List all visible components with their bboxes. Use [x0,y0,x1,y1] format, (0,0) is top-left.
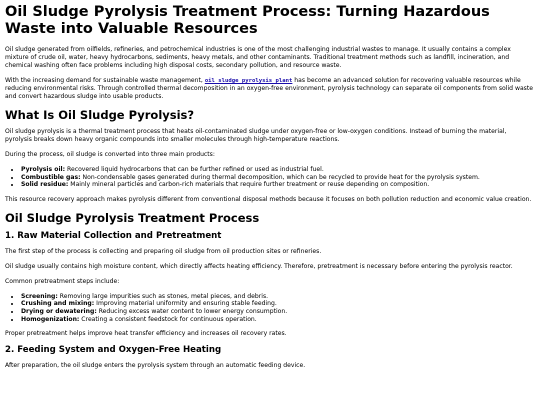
list-item-desc: Non-condensable gases generated during thermal decomposition, which can be recycled to provide heat for the pyrolysis system. [80,173,480,181]
list-item [21,316,535,324]
list-item-term: Pyrolysis oil: [21,166,66,173]
list-item-term: Crushing and mixing: [21,300,95,308]
list-item [21,308,535,316]
list-item-desc: Mainly mineral particles and carbon-rich materials that require further treatment or reuse depending on composition. [68,181,430,189]
list-item-term: Screening: [21,292,58,300]
list-item-desc: Recovered liquid hydrocarbons that can be further refined or used as industrial fuel. [65,166,324,173]
list-item [21,181,535,189]
step-paragraph: Proper pretreatment helps improve heat transfer efficiency and increases oil recovery rates. [5,330,287,338]
section-paragraph: This resource recovery approach makes pyrolysis different from conventional disposal methods because it focuses on both pollution reduction and economic value creation. [5,195,532,203]
intro-text-before: With the increasing demand for sustainable waste management, [5,77,205,84]
step-paragraph: The first step of the process is collecting and preparing oil sludge from oil production sites or refineries. [5,247,322,255]
list-item-desc: Improving material uniformity and ensuring stable feeding. [94,300,277,308]
oil-sludge-pyrolysis-plant-link[interactable]: oil sludge pyrolysis plant [204,78,293,84]
section-heading-what-is: What Is Oil Sludge Pyrolysis? [5,108,195,122]
list-item-desc: Creating a consistent feedstock for continuous operation. [79,315,257,323]
list-item-term: Homogenization: [21,315,80,323]
pretreatment-list [5,293,535,323]
page-title: Oil Sludge Pyrolysis Treatment Process: Turning Hazardous Waste into Valuable Resources [5,4,490,37]
step-paragraph: Common pretreatment steps include: [5,277,120,285]
list-item [21,166,535,174]
step-paragraph: After preparation, the oil sludge enters the pyrolysis system through an automatic feeding device. [5,362,306,370]
intro-text-after: has become an advanced solution for recovering valuable resources while reducing environmental risks. Through controlled thermal decomposition in an oxygen-free environment, pyrolysis technology can separate oil components from solid waste and convert hazardous sludge into usable products. [5,77,533,100]
section-paragraph: Oil sludge pyrolysis is a thermal treatment process that heats oil-contaminated sludge under oxygen-free or low-oxygen conditions. Instead of burning the material, pyrolysis breaks down heavy organic compounds into smaller molecules through high-temperature reactions. [5,128,507,143]
section-paragraph: During the process, oil sludge is converted into three main products: [5,151,215,158]
intro-paragraph: Oil sludge generated from oilfields, refineries, and petrochemical industries is one of the most challenging industrial wastes to manage. It usually contains a complex mixture of crude oil, water, heavy hydrocarbons, sediments, heavy metals, and other contaminants. Traditional treatment methods such as landfill, incineration, and chemical washing often face problems including high disposal costs, secondary pollution, and resource waste. [5,46,511,69]
intro-paragraph-with-link [5,77,535,101]
list-item-term: Combustible gas: [21,173,81,181]
list-item [21,300,535,308]
list-item [21,293,535,301]
step-heading: 2. Feeding System and Oxygen-Free Heating [5,345,222,356]
step-paragraph: Oil sludge usually contains high moisture content, which directly affects heating efficiency. Therefore, pretreatment is necessary before entering the pyrolysis reactor. [5,262,513,270]
list-item [21,174,535,182]
list-item-desc: Reducing excess water content to lower energy consumption. [96,307,288,315]
list-item-desc: Removing large impurities such as stones, metal pieces, and debris. [57,292,269,300]
list-item-term: Solid residue: [21,181,69,189]
products-list [5,166,535,189]
list-item-term: Drying or dewatering: [21,307,97,315]
section-heading-process: Oil Sludge Pyrolysis Treatment Process [5,210,260,225]
step-heading: 1. Raw Material Collection and Pretreatment [5,230,222,241]
